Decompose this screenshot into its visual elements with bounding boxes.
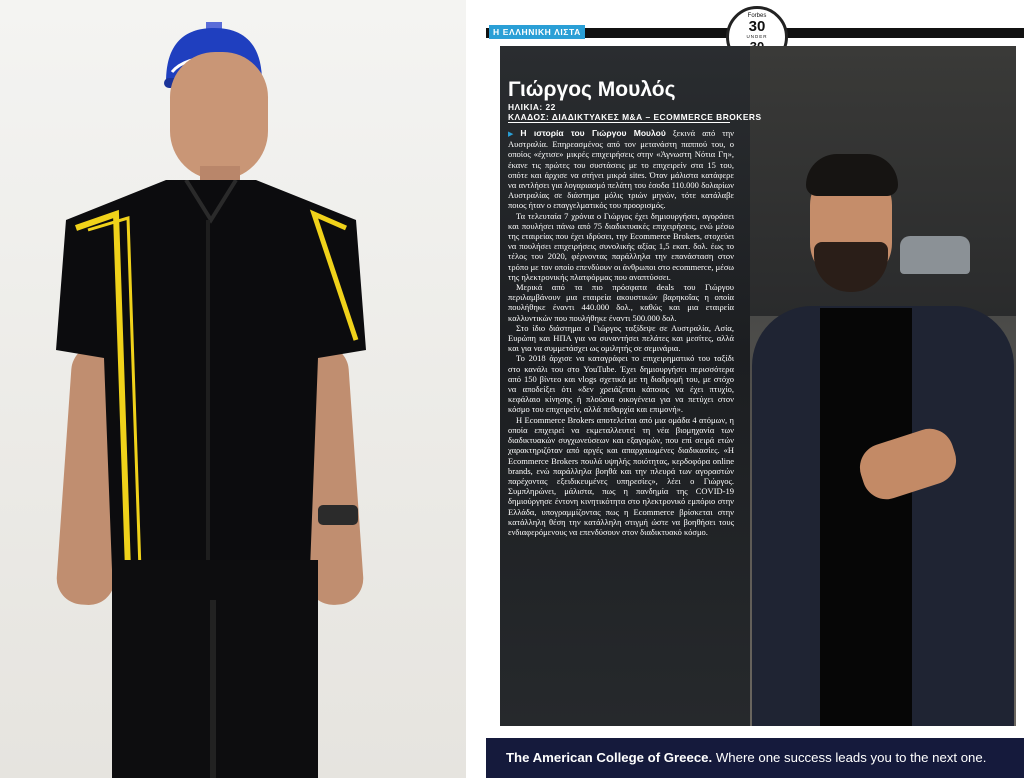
- boy-face: [170, 52, 268, 180]
- man-hair: [806, 154, 898, 196]
- profile-field: ΚΛΑΔΟΣ: ΔΙΑΔΙΚΤΥΑΚΕΣ Μ&Α – ECOMMERCE BROKERS: [508, 112, 762, 122]
- magazine-page: [486, 0, 1024, 778]
- logo-under: UNDER: [746, 34, 768, 39]
- triangle-bullet-icon: ▶: [508, 130, 519, 138]
- logo-number-top: 30: [748, 18, 766, 35]
- trousers-seam: [210, 600, 216, 778]
- man-black-tshirt: [820, 308, 912, 726]
- article-paragraph-text: ξεκινά από την Αυστραλία. Επηρεασμένος από τον μετανάστη παππού του, ο οποίος «έχτισε» μικρές επιχειρήσεις στην «Άγνωστη Νότια Γη», έκανε τις πρώτες του συστάσεις με το επιχειρείν στα 15 του, οπότε και άρχισε να στήνει μικρά sites. Όταν μάλιστα κατάφερε να αντλήσει για λογαριασμό πελάτη του έσοδα 110.000 δολαρίων Αυστραλίας σε διάστημα μόλις τριών μηνών, τότε κατάλαβε ποιος ήταν ο επαγγελματικός του προορισμός.: [508, 128, 734, 211]
- background-car: [900, 236, 970, 274]
- article-body: [508, 128, 734, 537]
- logo-brand: Forbes: [747, 13, 767, 19]
- wristwatch-icon: [318, 505, 358, 525]
- greek-list-label: Η ΕΛΛΗΝΙΚΗ ΛΙΣΤΑ: [489, 25, 585, 39]
- profile-age: ΗΛΙΚΙΑ: 22: [508, 102, 556, 112]
- article-paragraph: Μερικά από τα πιο πρόσφατα deals του Γιώργου περιλαμβάνουν μια εταιρεία ακουστικών βαρηκοΐας η οποία πουλήθηκε έναντι 440.000 δολ., καθώς και μια εταιρεία καλλυντικών που πουλήθηκε έναντι 500.000 δολ.: [508, 282, 734, 323]
- article-lead: Η ιστορία του Γιώργου Μουλού: [520, 128, 666, 138]
- article-paragraph: [508, 128, 734, 211]
- banner-college-name: The American College of Greece.: [506, 750, 713, 765]
- left-portrait-photo: [0, 0, 466, 778]
- article-paragraph: Το 2018 άρχισε να καταγράφει το επιχειρηματικό του ταξίδι στο κανάλι του στο YouTube. Έχει δημιουργήσει περισσότερα από 150 βίντεο και vlogs σχετικά με τη διαδρομή του, με στόχο να αποδείξει ότι «δεν χρειάζεται κάποιος να έχει πτυχίο, κεφάλαιο κίνησης ή πλούσια οικογένεια για να πετύχει στον κόσμο του επιχειρείν, αλλά πεθαρχία και επιμονή».: [508, 353, 734, 415]
- banner-tagline: Where one success leads you to the next one.: [715, 750, 987, 765]
- article-paragraph: Η Ecommerce Brokers αποτελείται από μια ομάδα 4 ατόμων, η οποία επιχειρεί να εκμεταλλευτεί τη νέα βιομηχανία των διαδικτυακών συγχωνεύσεων και εξαγορών, που επί σειρά ετών χαρακτηριζόταν από αργές και απαρχαιωμένες διαδικασίες. «Η Ecommerce Brokers πουλά υψηλής ποιότητας, κερδοφόρα online brands, ενώ παράλληλα βοηθά και την πλευρά των αγοραστών παρέχοντας εξειδικευμένες υπηρεσίες», λέει ο Γιώργος. Συμπληρώνει, μάλιστα, πως η πανδημία της COVID-19 δημιούργησε έντονη κινητικότητα στο ηλεκτρονικό εμπόριο στην Ελλάδα, υπογραμμίζοντας πως η Ecommerce βρίσκεται στην κατάλληλη θέση την κατάλληλη στιγμή ώστε να βοηθήσει τους ενδιαφερόμενους να επενδύσουν στον διαδικτυακό κόσμο.: [508, 414, 734, 537]
- article-paragraph: Τα τελευταία 7 χρόνια ο Γιώργος έχει δημιουργήσει, αγοράσει και πουλήσει πάνω από 75 διαδικτυακές επιχειρήσεις, ενώ μέσω της εταιρείας που έχει ιδρύσει, την Ecommerce Brokers, στοχεύει να πουλήσει επιχειρήσεις συνολικής αξίας 1,5 εκατ. δολ. έως το τέλος του 2020, φέρνοντας παράλληλα την επανάσταση στον τρόπο με τον οποίο επενδύουν οι άνθρωποι στο ecommerce, μέσω της ηλεκτρονικής πλατφόρμας που αναπτύσσει.: [508, 210, 734, 282]
- acg-banner: [486, 738, 1024, 778]
- header-underline: [508, 122, 730, 123]
- profile-name: Γιώργος Μουλός: [508, 78, 676, 101]
- article-paragraph: Στο ίδιο διάστημα ο Γιώργος ταξίδεψε σε Αυστραλία, Ασία, Ευρώπη και ΗΠΑ για να συναντήσει πελάτες και μεσίτες, αλλά και για να συμμετάσχει ως ομιλητής σε σεμινάρια.: [508, 322, 734, 354]
